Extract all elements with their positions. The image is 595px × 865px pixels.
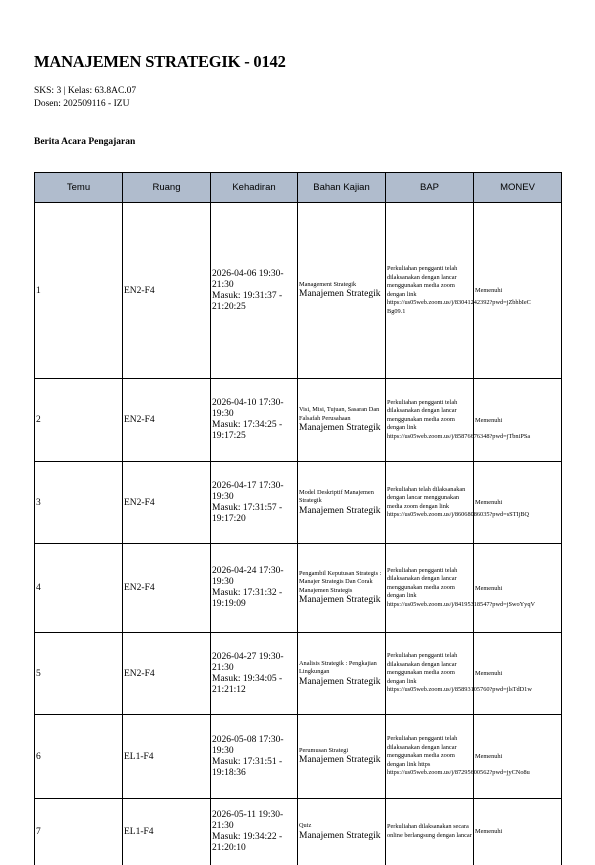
schedule-start: 2026-04-27 19:30-	[212, 651, 284, 662]
cell-monev	[474, 715, 562, 799]
page-title: MANAJEMEN STRATEGIK - 0142	[34, 52, 286, 71]
column-header-kehadiran: Kehadiran	[211, 173, 298, 203]
schedule-end: 19:30	[212, 409, 234, 419]
schedule-start: 2026-04-10 17:30-	[212, 398, 284, 408]
column-header-temu: Temu	[35, 173, 123, 203]
cell-kehadiran	[211, 544, 298, 633]
course-name: Manajemen Strategik	[299, 423, 381, 433]
bap-text: Perkuliahan pengganti telah dilaksanakan dengan lancar menggunakan media zoom dengan link	[387, 398, 458, 432]
topic-text: Management Strategik	[299, 280, 357, 288]
course-name: Manajemen Strategik	[299, 289, 381, 300]
monev-status: Memenuhi	[475, 670, 503, 677]
cell-monev	[474, 462, 562, 544]
cell-kehadiran	[211, 379, 298, 462]
topic-text: Perumusan Strategi	[299, 746, 349, 754]
attendance-out: 19:19:09	[212, 599, 246, 609]
topic-text: Pengambil Keputusan Strategis : Manajer Strategis Dan Corak Manajemen Strategis	[299, 569, 382, 594]
cell-bahan-kajian	[298, 633, 386, 715]
bap-text: Perkuliahan dilaksanakan secara online berlangsung dengan lancar	[387, 823, 472, 839]
cell-ruang	[123, 544, 211, 633]
bap-link[interactable]: https://us05web.zoom.us/j/87295600562?pwd=jyCNo8u	[387, 769, 530, 777]
topic-text: Visi, Misi, Tujuan, Sasaran Dan Falsafah Perusahaan	[299, 406, 380, 422]
cell-bahan-kajian	[298, 544, 386, 633]
monev-status: Memenuhi	[475, 499, 503, 506]
topic-text: Quiz	[299, 822, 312, 829]
schedule-end: 19:30	[212, 491, 234, 502]
bap-text: Perkuliahan telah dilaksanakan dengan lancar menggunakan media zoom dengan link	[387, 485, 466, 510]
course-name: Manajemen Strategik	[299, 505, 381, 516]
topic-text: Analisis Strategik : Pengkajian Lingkungan	[299, 659, 377, 675]
bap-link[interactable]: https://us05web.zoom.us/j/85893105760?pwd=jlsTdD1w	[387, 686, 532, 694]
attendance-in: Masuk: 17:34:25 -	[212, 420, 283, 430]
attendance-out: 21:21:12	[212, 684, 246, 695]
cell-kehadiran	[211, 715, 298, 799]
cell-kehadiran	[211, 462, 298, 544]
table-header-row	[35, 173, 562, 203]
meeting-number: 5	[36, 668, 41, 679]
room-code: EN2-F4	[124, 583, 155, 593]
schedule-end: 21:30	[212, 279, 234, 290]
schedule-end: 21:30	[212, 662, 234, 673]
cell-temu	[35, 799, 123, 865]
course-name: Manajemen Strategik	[299, 830, 381, 841]
room-code: EN2-F4	[124, 415, 155, 425]
bap-link-continued: Bg09.1	[387, 307, 406, 315]
cell-temu	[35, 544, 123, 633]
cell-bap	[386, 799, 474, 865]
column-header-monev: MONEV	[474, 173, 562, 203]
table-row	[35, 544, 562, 633]
cell-kehadiran	[211, 633, 298, 715]
cell-bahan-kajian	[298, 379, 386, 462]
cell-bahan-kajian	[298, 799, 386, 865]
cell-ruang	[123, 462, 211, 544]
attendance-out: 21:20:10	[212, 842, 246, 853]
attendance-out: 19:17:25	[212, 431, 246, 441]
meeting-number: 2	[36, 415, 41, 425]
bap-text: Perkuliahan pengganti telah dilaksanakan dengan lancar menggunakan media zoom dengan link	[387, 265, 458, 298]
section-title: Berita Acara Pengajaran	[34, 137, 136, 147]
cell-bahan-kajian	[298, 203, 386, 379]
attendance-in: Masuk: 17:31:57 -	[212, 502, 283, 513]
room-code: EN2-F4	[124, 668, 155, 679]
bap-link[interactable]: https://us05web.zoom.us/j/85876676348?pwd=jTbniPSa	[387, 432, 531, 440]
lecturer-info: Dosen: 202509116 - IZU	[34, 99, 130, 109]
monev-status: Memenuhi	[475, 584, 503, 592]
monev-status: Memenuhi	[475, 753, 503, 760]
cell-bahan-kajian	[298, 715, 386, 799]
monev-status: Memenuhi	[475, 416, 503, 424]
course-info: SKS: 3 | Kelas: 63.8AC.07	[34, 86, 137, 96]
bap-link[interactable]: https://us05web.zoom.us/j/83041242392?pwd=jZbhbIeC	[387, 299, 531, 306]
cell-temu	[35, 633, 123, 715]
monev-status: Memenuhi	[475, 287, 503, 294]
cell-monev	[474, 633, 562, 715]
cell-temu	[35, 462, 123, 544]
cell-kehadiran	[211, 203, 298, 379]
attendance-out: 19:17:20	[212, 513, 246, 524]
column-header-bap: BAP	[386, 173, 474, 203]
meeting-number: 7	[36, 826, 41, 837]
teaching-record-table	[34, 172, 562, 865]
topic-text: Model Deskriptif Manajemen Strategik	[299, 488, 374, 504]
cell-ruang	[123, 715, 211, 799]
table-row	[35, 379, 562, 462]
cell-monev	[474, 379, 562, 462]
schedule-end: 19:30	[212, 745, 234, 756]
attendance-in: Masuk: 19:34:05 -	[212, 673, 283, 684]
cell-bahan-kajian	[298, 462, 386, 544]
cell-monev	[474, 799, 562, 865]
cell-monev	[474, 203, 562, 379]
cell-ruang	[123, 633, 211, 715]
schedule-start: 2026-05-11 19:30-	[212, 809, 284, 820]
table-row	[35, 799, 562, 865]
table-row	[35, 715, 562, 799]
attendance-in: Masuk: 17:31:32 -	[212, 588, 283, 598]
meeting-number: 6	[36, 751, 41, 762]
monev-status: Memenuhi	[475, 828, 503, 836]
cell-ruang	[123, 799, 211, 865]
schedule-end: 19:30	[212, 577, 234, 587]
cell-ruang	[123, 379, 211, 462]
meeting-number: 3	[36, 497, 41, 508]
attendance-out: 21:20:25	[212, 301, 246, 312]
schedule-end: 21:30	[212, 820, 234, 831]
room-code: EL1-F4	[124, 826, 154, 837]
course-name: Manajemen Strategik	[299, 755, 381, 766]
schedule-start: 2026-04-17 17:30-	[212, 480, 284, 491]
schedule-start: 2026-04-24 17:30-	[212, 566, 284, 576]
bap-text: Perkuliahan pengganti telah dilaksanakan dengan lancar menggunakan media zoom dengan link https	[387, 735, 458, 768]
schedule-start: 2026-05-08 17:30-	[212, 734, 284, 745]
meeting-number: 1	[36, 285, 41, 296]
attendance-in: Masuk: 19:31:37 -	[212, 290, 283, 301]
table-row	[35, 203, 562, 379]
room-code: EN2-F4	[124, 497, 155, 508]
attendance-in: Masuk: 17:31:51 -	[212, 756, 283, 767]
cell-ruang	[123, 203, 211, 379]
bap-text: Perkuliahan pengganti telah dilaksanakan dengan lancar menggunakan media zoom dengan link	[387, 652, 458, 685]
course-name: Manajemen Strategik	[299, 595, 381, 606]
cell-monev	[474, 544, 562, 633]
attendance-out: 19:18:36	[212, 767, 246, 778]
bap-link[interactable]: https://us05web.zoom.us/j/84195318547?pwd=jSwoYyqV	[387, 600, 536, 608]
cell-temu	[35, 715, 123, 799]
schedule-start: 2026-04-06 19:30-	[212, 268, 284, 279]
course-name: Manajemen Strategik	[299, 676, 381, 687]
table-row	[35, 462, 562, 544]
column-header-bahan-kajian: Bahan Kajian	[298, 173, 386, 203]
cell-kehadiran	[211, 799, 298, 865]
meeting-number: 4	[36, 583, 41, 593]
column-header-ruang: Ruang	[123, 173, 211, 203]
attendance-in: Masuk: 19:34:22 -	[212, 831, 283, 842]
table-row	[35, 633, 562, 715]
room-code: EN2-F4	[124, 285, 155, 296]
cell-temu	[35, 379, 123, 462]
room-code: EL1-F4	[124, 751, 154, 762]
bap-text: Perkuliahan pengganti telah dilaksanakan dengan lancar menggunakan media zoom dengan link	[387, 566, 458, 600]
cell-temu	[35, 203, 123, 379]
bap-link[interactable]: https://us05web.zoom.us/j/86068086035?pwd=sSTIjBQ	[387, 511, 530, 518]
